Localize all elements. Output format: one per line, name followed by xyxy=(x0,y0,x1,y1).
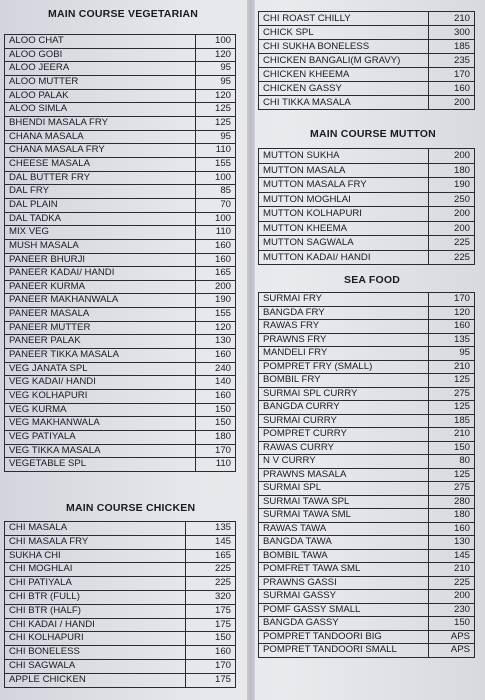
menu-row xyxy=(259,536,475,550)
menu-row xyxy=(5,267,236,281)
menu-row xyxy=(259,12,475,26)
menu-row xyxy=(5,458,236,472)
menu-row xyxy=(259,320,475,334)
dish-price: 175 xyxy=(186,673,236,687)
dish-price: 175 xyxy=(186,604,236,618)
dish-price: 135 xyxy=(429,333,475,347)
menu-row xyxy=(5,646,236,660)
menu-row xyxy=(5,673,236,687)
dish-price: 130 xyxy=(429,536,475,550)
dish-price: 170 xyxy=(196,444,236,458)
dish-name: MUTTON KHEEMA xyxy=(259,221,429,236)
menu-row xyxy=(259,414,475,428)
dish-name: MUTTON KOLHAPURI xyxy=(259,207,429,222)
menu-row xyxy=(5,89,236,103)
dish-price: 125 xyxy=(429,401,475,415)
dish-price: 180 xyxy=(196,431,236,445)
dish-name: POMPRET CURRY xyxy=(259,428,429,442)
menu-row xyxy=(5,62,236,76)
dish-price: 120 xyxy=(429,306,475,320)
dish-name: CHANA MASALA xyxy=(5,130,196,144)
dish-name: CHI BTR (HALF) xyxy=(5,604,186,618)
dish-name: POMPRET TANDOORI BIG xyxy=(259,630,429,644)
dish-name: CHI KOLHAPURI xyxy=(5,632,186,646)
menu-row xyxy=(5,226,236,240)
dish-price: 140 xyxy=(196,376,236,390)
menu-row xyxy=(5,577,236,591)
menu-row xyxy=(5,144,236,158)
dish-name: DAL PLAIN xyxy=(5,198,196,212)
dish-price: 160 xyxy=(429,320,475,334)
menu-row xyxy=(259,333,475,347)
dish-name: CHANA MASALA FRY xyxy=(5,144,196,158)
dish-name: ALOO PALAK xyxy=(5,89,196,103)
menu-row xyxy=(5,294,236,308)
menu-row xyxy=(5,157,236,171)
menu-row xyxy=(5,48,236,62)
dish-price: 210 xyxy=(429,428,475,442)
dish-name: CHEESE MASALA xyxy=(5,157,196,171)
dish-name: SURMAI FRY xyxy=(259,293,429,307)
dish-name: APPLE CHICKEN xyxy=(5,673,186,687)
dish-price: 200 xyxy=(429,149,475,164)
dish-name: MUTTON SAGWALA xyxy=(259,236,429,251)
dish-name: PANEER MUTTER xyxy=(5,321,196,335)
dish-price: 200 xyxy=(429,96,475,110)
menu-row xyxy=(5,335,236,349)
dish-price: 200 xyxy=(429,221,475,236)
dish-name: PANEER PALAK xyxy=(5,335,196,349)
chicken-menu-table xyxy=(4,521,236,688)
menu-row xyxy=(5,212,236,226)
seafood-section-title: SEA FOOD xyxy=(344,274,401,286)
menu-row xyxy=(5,362,236,376)
mutton-menu-table xyxy=(258,148,475,265)
dish-name: PANEER KADAI/ HANDI xyxy=(5,267,196,281)
dish-name: SUKHA CHI xyxy=(5,549,186,563)
dish-price: 165 xyxy=(196,267,236,281)
dish-price: 280 xyxy=(429,495,475,509)
dish-name: MUTTON KADAI/ HANDI xyxy=(259,250,429,265)
menu-row xyxy=(259,495,475,509)
menu-row xyxy=(259,441,475,455)
dish-name: CHI BONELESS xyxy=(5,646,186,660)
dish-name: SURMAI SPL xyxy=(259,482,429,496)
chicken-continued-table xyxy=(258,11,475,110)
dish-name: MUTTON MOGHLAI xyxy=(259,192,429,207)
dish-price: 200 xyxy=(196,280,236,294)
dish-price: 210 xyxy=(429,360,475,374)
dish-name: BANGDA FRY xyxy=(259,306,429,320)
dish-price: 85 xyxy=(196,185,236,199)
dish-price: 210 xyxy=(429,563,475,577)
dish-price: 150 xyxy=(186,632,236,646)
menu-row xyxy=(5,103,236,117)
menu-row xyxy=(5,590,236,604)
menu-row xyxy=(5,349,236,363)
dish-price: 300 xyxy=(429,26,475,40)
dish-name: CHICK SPL xyxy=(259,26,429,40)
menu-row xyxy=(259,563,475,577)
dish-name: SURMAI SPL CURRY xyxy=(259,387,429,401)
dish-price: 120 xyxy=(196,48,236,62)
dish-price: 70 xyxy=(196,198,236,212)
dish-name: PANEER KURMA xyxy=(5,280,196,294)
menu-row xyxy=(259,617,475,631)
dish-name: CHICKEN BANGALI(M GRAVY) xyxy=(259,54,429,68)
menu-row xyxy=(259,401,475,415)
dish-name: SURMAI CURRY xyxy=(259,414,429,428)
dish-price: 125 xyxy=(429,374,475,388)
dish-name: BOMBIL FRY xyxy=(259,374,429,388)
dish-price: 320 xyxy=(186,590,236,604)
dish-name: RAWAS FRY xyxy=(259,320,429,334)
dish-name: PANEER MASALA xyxy=(5,308,196,322)
menu-row xyxy=(259,96,475,110)
menu-row xyxy=(259,482,475,496)
dish-price: 145 xyxy=(186,535,236,549)
dish-name: CHICKEN GASSY xyxy=(259,82,429,96)
dish-name: VEG MAKHANWALA xyxy=(5,417,196,431)
dish-name: MUTTON MASALA FRY xyxy=(259,178,429,193)
menu-row xyxy=(259,26,475,40)
dish-price: 125 xyxy=(429,468,475,482)
dish-price: APS xyxy=(429,644,475,658)
dish-price: 150 xyxy=(196,417,236,431)
dish-price: 240 xyxy=(196,362,236,376)
menu-row xyxy=(259,192,475,207)
menu-row xyxy=(5,535,236,549)
veg-menu-table xyxy=(4,34,236,472)
dish-price: 275 xyxy=(429,482,475,496)
dish-price: 170 xyxy=(429,68,475,82)
dish-name: POMF GASSY SMALL xyxy=(259,603,429,617)
dish-price: 165 xyxy=(186,549,236,563)
menu-row xyxy=(259,178,475,193)
dish-price: 190 xyxy=(429,178,475,193)
dish-name: CHI BTR (FULL) xyxy=(5,590,186,604)
dish-price: 160 xyxy=(429,82,475,96)
menu-row xyxy=(259,54,475,68)
menu-row xyxy=(5,403,236,417)
menu-row xyxy=(5,198,236,212)
menu-row xyxy=(5,253,236,267)
dish-name: RAWAS CURRY xyxy=(259,441,429,455)
dish-name: SURMAI GASSY xyxy=(259,590,429,604)
dish-name: MANDELI FRY xyxy=(259,347,429,361)
dish-name: MUTTON SUKHA xyxy=(259,149,429,164)
dish-name: VEG KURMA xyxy=(5,403,196,417)
dish-name: CHI KADAI / HANDI xyxy=(5,618,186,632)
dish-price: 160 xyxy=(196,390,236,404)
dish-name: DAL TADKA xyxy=(5,212,196,226)
menu-row xyxy=(5,549,236,563)
dish-name: SURMAI TAWA SPL xyxy=(259,495,429,509)
dish-price: 95 xyxy=(196,62,236,76)
dish-name: N V CURRY xyxy=(259,455,429,469)
menu-row xyxy=(259,207,475,222)
dish-price: 110 xyxy=(196,144,236,158)
dish-name: VEG JANATA SPL xyxy=(5,362,196,376)
dish-name: CHI TIKKA MASALA xyxy=(259,96,429,110)
dish-price: 160 xyxy=(196,253,236,267)
dish-name: ALOO MUTTER xyxy=(5,75,196,89)
menu-row xyxy=(259,468,475,482)
dish-name: BANGDA TAWA xyxy=(259,536,429,550)
dish-name: PRAWNS FRY xyxy=(259,333,429,347)
dish-name: CHI MASALA xyxy=(5,522,186,536)
menu-row xyxy=(259,522,475,536)
dish-price: 180 xyxy=(429,163,475,178)
dish-name: DAL BUTTER FRY xyxy=(5,171,196,185)
menu-row xyxy=(5,563,236,577)
dish-name: CHI PATIYALA xyxy=(5,577,186,591)
menu-row xyxy=(5,444,236,458)
dish-price: 210 xyxy=(429,12,475,26)
menu-row xyxy=(5,604,236,618)
dish-price: 170 xyxy=(429,293,475,307)
dish-price: 125 xyxy=(196,103,236,117)
menu-row xyxy=(5,417,236,431)
dish-price: 200 xyxy=(429,590,475,604)
dish-price: 95 xyxy=(196,75,236,89)
menu-row xyxy=(5,75,236,89)
menu-row xyxy=(259,68,475,82)
dish-price: 155 xyxy=(196,157,236,171)
menu-row xyxy=(259,576,475,590)
dish-price: 160 xyxy=(196,349,236,363)
menu-row xyxy=(259,374,475,388)
dish-price: 120 xyxy=(196,89,236,103)
dish-name: VEGETABLE SPL xyxy=(5,458,196,472)
dish-name: MUTTON MASALA xyxy=(259,163,429,178)
menu-row xyxy=(259,387,475,401)
dish-price: 175 xyxy=(186,618,236,632)
dish-name: BHENDI MASALA FRY xyxy=(5,116,196,130)
seafood-menu-table xyxy=(258,292,475,658)
dish-name: MIX VEG xyxy=(5,226,196,240)
page-fold xyxy=(247,0,255,700)
dish-price: 135 xyxy=(186,522,236,536)
dish-price: 95 xyxy=(429,347,475,361)
dish-name: ALOO CHAT xyxy=(5,35,196,49)
menu-row xyxy=(5,376,236,390)
dish-price: 230 xyxy=(429,603,475,617)
menu-row xyxy=(259,644,475,658)
dish-price: 185 xyxy=(429,414,475,428)
dish-name: POMPRET FRY (SMALL) xyxy=(259,360,429,374)
menu-row xyxy=(259,221,475,236)
menu-row xyxy=(5,171,236,185)
dish-name: BANGDA CURRY xyxy=(259,401,429,415)
dish-price: 170 xyxy=(186,659,236,673)
menu-row xyxy=(259,163,475,178)
dish-price: 225 xyxy=(186,563,236,577)
dish-price: 200 xyxy=(429,207,475,222)
dish-price: 160 xyxy=(429,522,475,536)
menu-row xyxy=(5,522,236,536)
dish-price: APS xyxy=(429,630,475,644)
dish-price: 120 xyxy=(196,321,236,335)
dish-name: PRAWNS MASALA xyxy=(259,468,429,482)
dish-price: 150 xyxy=(196,403,236,417)
dish-price: 185 xyxy=(429,40,475,54)
dish-name: ALOO GOBI xyxy=(5,48,196,62)
menu-row xyxy=(5,659,236,673)
dish-name: BANGDA GASSY xyxy=(259,617,429,631)
dish-price: 160 xyxy=(196,239,236,253)
dish-name: CHICKEN KHEEMA xyxy=(259,68,429,82)
dish-price: 100 xyxy=(196,35,236,49)
menu-row xyxy=(259,293,475,307)
dish-name: PRAWNS GASSI xyxy=(259,576,429,590)
menu-row xyxy=(259,360,475,374)
dish-name: POMPRET TANDOORI SMALL xyxy=(259,644,429,658)
dish-name: ALOO SIMLA xyxy=(5,103,196,117)
dish-price: 100 xyxy=(196,212,236,226)
menu-row xyxy=(5,618,236,632)
dish-price: 180 xyxy=(429,509,475,523)
menu-row xyxy=(5,130,236,144)
menu-row xyxy=(259,149,475,164)
dish-name: VEG KADAI/ HANDI xyxy=(5,376,196,390)
menu-row xyxy=(5,321,236,335)
menu-row xyxy=(259,250,475,265)
dish-name: BOMBIL TAWA xyxy=(259,549,429,563)
dish-price: 190 xyxy=(196,294,236,308)
dish-name: CHI SUKHA BONELESS xyxy=(259,40,429,54)
menu-row xyxy=(259,347,475,361)
dish-price: 110 xyxy=(196,226,236,240)
dish-name: RAWAS TAWA xyxy=(259,522,429,536)
menu-row xyxy=(259,455,475,469)
menu-row xyxy=(5,431,236,445)
dish-name: PANEER BHURJI xyxy=(5,253,196,267)
menu-row xyxy=(5,308,236,322)
veg-section-title: MAIN COURSE VEGETARIAN xyxy=(48,8,199,20)
menu-row xyxy=(5,632,236,646)
menu-row xyxy=(259,306,475,320)
dish-price: 235 xyxy=(429,54,475,68)
dish-name: DAL FRY xyxy=(5,185,196,199)
menu-row xyxy=(259,40,475,54)
menu-row xyxy=(5,116,236,130)
dish-name: CHI MOGHLAI xyxy=(5,563,186,577)
menu-row xyxy=(259,590,475,604)
dish-price: 225 xyxy=(429,236,475,251)
menu-row xyxy=(5,35,236,49)
menu-row xyxy=(259,82,475,96)
dish-price: 150 xyxy=(429,617,475,631)
dish-price: 225 xyxy=(186,577,236,591)
dish-name: VEG PATIYALA xyxy=(5,431,196,445)
dish-name: POMFRET TAWA SML xyxy=(259,563,429,577)
dish-name: SURMAI TAWA SML xyxy=(259,509,429,523)
chicken-section-title: MAIN COURSE CHICKEN xyxy=(66,502,196,514)
dish-price: 250 xyxy=(429,192,475,207)
dish-price: 125 xyxy=(196,116,236,130)
menu-row xyxy=(5,185,236,199)
dish-price: 130 xyxy=(196,335,236,349)
dish-price: 160 xyxy=(186,646,236,660)
dish-price: 275 xyxy=(429,387,475,401)
menu-row xyxy=(5,280,236,294)
dish-price: 80 xyxy=(429,455,475,469)
menu-row xyxy=(259,236,475,251)
dish-price: 225 xyxy=(429,250,475,265)
dish-name: CHI MASALA FRY xyxy=(5,535,186,549)
dish-price: 100 xyxy=(196,171,236,185)
dish-price: 110 xyxy=(196,458,236,472)
dish-name: CHI SAGWALA xyxy=(5,659,186,673)
dish-name: PANEER MAKHANWALA xyxy=(5,294,196,308)
dish-name: ALOO JEERA xyxy=(5,62,196,76)
dish-name: PANEER TIKKA MASALA xyxy=(5,349,196,363)
dish-name: VEG TIKKA MASALA xyxy=(5,444,196,458)
dish-name: MUSH MASALA xyxy=(5,239,196,253)
dish-price: 155 xyxy=(196,308,236,322)
dish-name: CHI ROAST CHILLY xyxy=(259,12,429,26)
dish-price: 225 xyxy=(429,576,475,590)
menu-row xyxy=(259,630,475,644)
dish-price: 145 xyxy=(429,549,475,563)
dish-price: 95 xyxy=(196,130,236,144)
menu-row xyxy=(5,390,236,404)
menu-row xyxy=(259,549,475,563)
menu-row xyxy=(259,603,475,617)
menu-row xyxy=(259,428,475,442)
dish-name: VEG KOLHAPURI xyxy=(5,390,196,404)
dish-price: 150 xyxy=(429,441,475,455)
mutton-section-title: MAIN COURSE MUTTON xyxy=(310,128,436,140)
menu-row xyxy=(5,239,236,253)
menu-row xyxy=(259,509,475,523)
